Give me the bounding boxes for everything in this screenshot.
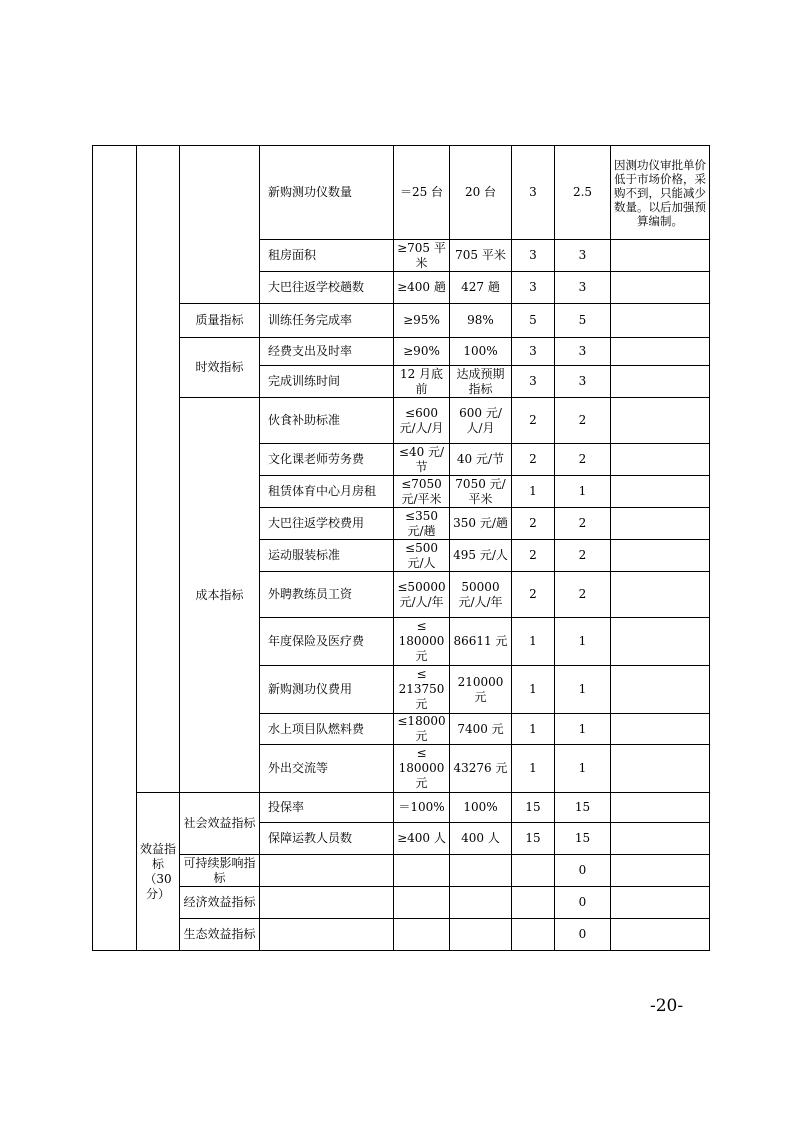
indicator-cell [260, 855, 394, 887]
table-row [93, 304, 710, 338]
outer-blank-cell [93, 146, 137, 951]
category-blank-cell [180, 146, 260, 304]
actual-cell: 400 人 [450, 823, 512, 855]
indicator-cell: 外聘教练员工资 [260, 572, 394, 618]
table-row [93, 855, 710, 887]
actual-cell: 427 趟 [450, 272, 512, 304]
score-cell: 2 [555, 398, 611, 444]
indicator-cell: 经费支出及时率 [260, 338, 394, 366]
note-cell [611, 444, 710, 476]
actual-cell: 40 元/节 [450, 444, 512, 476]
weight-cell: 1 [512, 476, 555, 508]
page-number: -20- [650, 996, 684, 1016]
actual-cell: 7050 元/平米 [450, 476, 512, 508]
target-cell: ≤500 元/人 [394, 540, 450, 572]
actual-cell: 705 平米 [450, 240, 512, 272]
table-row [93, 146, 710, 240]
indicator-cell: 新购测功仪费用 [260, 666, 394, 714]
note-cell [611, 793, 710, 823]
score-cell: 5 [555, 304, 611, 338]
indicator-cell: 文化课老师劳务费 [260, 444, 394, 476]
indicator-cell [260, 919, 394, 951]
score-cell: 1 [555, 714, 611, 745]
weight-cell: 3 [512, 146, 555, 240]
weight-cell: 1 [512, 714, 555, 745]
weight-cell [512, 919, 555, 951]
note-cell [611, 476, 710, 508]
indicator-cell: 外出交流等 [260, 745, 394, 793]
weight-cell: 5 [512, 304, 555, 338]
performance-table [92, 145, 710, 951]
note-cell [611, 618, 710, 666]
category-cell: 时效指标 [180, 338, 260, 398]
indicator-cell: 完成训练时间 [260, 366, 394, 398]
target-cell: ≤40 元/节 [394, 444, 450, 476]
category-cell: 成本指标 [180, 398, 260, 793]
indicator-cell: 新购测功仪数量 [260, 146, 394, 240]
indicator-cell: 大巴往返学校趟数 [260, 272, 394, 304]
category-cell: 经济效益指标 [180, 887, 260, 919]
note-cell [611, 508, 710, 540]
indicator-cell: 大巴往返学校费用 [260, 508, 394, 540]
score-cell: 1 [555, 618, 611, 666]
target-cell: ≥705 平米 [394, 240, 450, 272]
target-cell [394, 919, 450, 951]
indicator-cell: 水上项目队燃料费 [260, 714, 394, 745]
score-cell: 2 [555, 540, 611, 572]
note-cell [611, 304, 710, 338]
target-cell: ＝100% [394, 793, 450, 823]
actual-cell: 43276 元 [450, 745, 512, 793]
note-cell [611, 338, 710, 366]
actual-cell: 98% [450, 304, 512, 338]
score-cell: 2 [555, 572, 611, 618]
note-cell [611, 823, 710, 855]
weight-cell: 15 [512, 793, 555, 823]
actual-cell [450, 887, 512, 919]
score-cell: 1 [555, 476, 611, 508]
weight-cell [512, 887, 555, 919]
target-cell [394, 855, 450, 887]
score-cell: 2 [555, 508, 611, 540]
weight-cell [512, 855, 555, 887]
indicator-cell: 运动服装标准 [260, 540, 394, 572]
score-cell: 3 [555, 366, 611, 398]
weight-cell: 3 [512, 272, 555, 304]
actual-cell [450, 919, 512, 951]
indicator-cell: 伙食补助标准 [260, 398, 394, 444]
target-cell: ≥400 人 [394, 823, 450, 855]
target-cell: ≤7050 元/平米 [394, 476, 450, 508]
score-cell: 3 [555, 338, 611, 366]
weight-cell: 1 [512, 666, 555, 714]
indicator-cell: 训练任务完成率 [260, 304, 394, 338]
weight-cell: 1 [512, 618, 555, 666]
actual-cell: 86611 元 [450, 618, 512, 666]
target-cell: ≥90% [394, 338, 450, 366]
target-cell: ≥95% [394, 304, 450, 338]
note-cell [611, 887, 710, 919]
weight-cell: 2 [512, 444, 555, 476]
target-cell: ≤ 180000 元 [394, 745, 450, 793]
actual-cell: 达成预期指标 [450, 366, 512, 398]
target-cell: ≥400 趟 [394, 272, 450, 304]
table-row [93, 793, 710, 823]
note-cell: 因测功仪审批单价低于市场价格，采购不到，只能减少数量。以后加强预算编制。 [611, 146, 710, 240]
note-cell [611, 919, 710, 951]
target-cell: 12 月底前 [394, 366, 450, 398]
weight-cell: 2 [512, 572, 555, 618]
actual-cell: 210000 元 [450, 666, 512, 714]
note-cell [611, 855, 710, 887]
table-row [93, 919, 710, 951]
score-cell: 0 [555, 855, 611, 887]
weight-cell: 2 [512, 398, 555, 444]
weight-cell: 3 [512, 240, 555, 272]
group-blank-cell [137, 146, 180, 793]
target-cell: ≤ 213750 元 [394, 666, 450, 714]
weight-cell: 2 [512, 540, 555, 572]
category-cell: 质量指标 [180, 304, 260, 338]
score-cell: 0 [555, 887, 611, 919]
score-cell: 0 [555, 919, 611, 951]
indicator-cell: 年度保险及医疗费 [260, 618, 394, 666]
note-cell [611, 745, 710, 793]
score-cell: 15 [555, 823, 611, 855]
weight-cell: 3 [512, 366, 555, 398]
category-cell: 可持续影响指标 [180, 855, 260, 887]
target-cell [394, 887, 450, 919]
indicator-cell: 租房面积 [260, 240, 394, 272]
group-cell: 效益指标（30 分） [137, 793, 180, 951]
target-cell: ≤ 180000 元 [394, 618, 450, 666]
note-cell [611, 714, 710, 745]
note-cell [611, 666, 710, 714]
category-cell: 生态效益指标 [180, 919, 260, 951]
table-row [93, 338, 710, 366]
weight-cell: 1 [512, 745, 555, 793]
actual-cell [450, 855, 512, 887]
score-cell: 3 [555, 240, 611, 272]
actual-cell: 100% [450, 338, 512, 366]
actual-cell: 20 台 [450, 146, 512, 240]
note-cell [611, 540, 710, 572]
score-cell: 1 [555, 745, 611, 793]
weight-cell: 15 [512, 823, 555, 855]
actual-cell: 50000 元/人/年 [450, 572, 512, 618]
indicator-cell: 租赁体育中心月房租 [260, 476, 394, 508]
actual-cell: 600 元/人/月 [450, 398, 512, 444]
target-cell: ≤600 元/人/月 [394, 398, 450, 444]
note-cell [611, 572, 710, 618]
score-cell: 2.5 [555, 146, 611, 240]
score-cell: 15 [555, 793, 611, 823]
note-cell [611, 240, 710, 272]
indicator-cell [260, 887, 394, 919]
note-cell [611, 272, 710, 304]
note-cell [611, 398, 710, 444]
indicator-cell: 保障运教人员数 [260, 823, 394, 855]
score-cell: 3 [555, 272, 611, 304]
target-cell: ≤350 元/趟 [394, 508, 450, 540]
indicator-cell: 投保率 [260, 793, 394, 823]
target-cell: ≤50000 元/人/年 [394, 572, 450, 618]
table-row [93, 887, 710, 919]
weight-cell: 3 [512, 338, 555, 366]
target-cell: ≤18000 元 [394, 714, 450, 745]
weight-cell: 2 [512, 508, 555, 540]
actual-cell: 7400 元 [450, 714, 512, 745]
actual-cell: 350 元/趟 [450, 508, 512, 540]
table-row [93, 398, 710, 444]
target-cell: ＝25 台 [394, 146, 450, 240]
score-cell: 2 [555, 444, 611, 476]
actual-cell: 100% [450, 793, 512, 823]
score-cell: 1 [555, 666, 611, 714]
actual-cell: 495 元/人 [450, 540, 512, 572]
category-cell: 社会效益指标 [180, 793, 260, 855]
note-cell [611, 366, 710, 398]
